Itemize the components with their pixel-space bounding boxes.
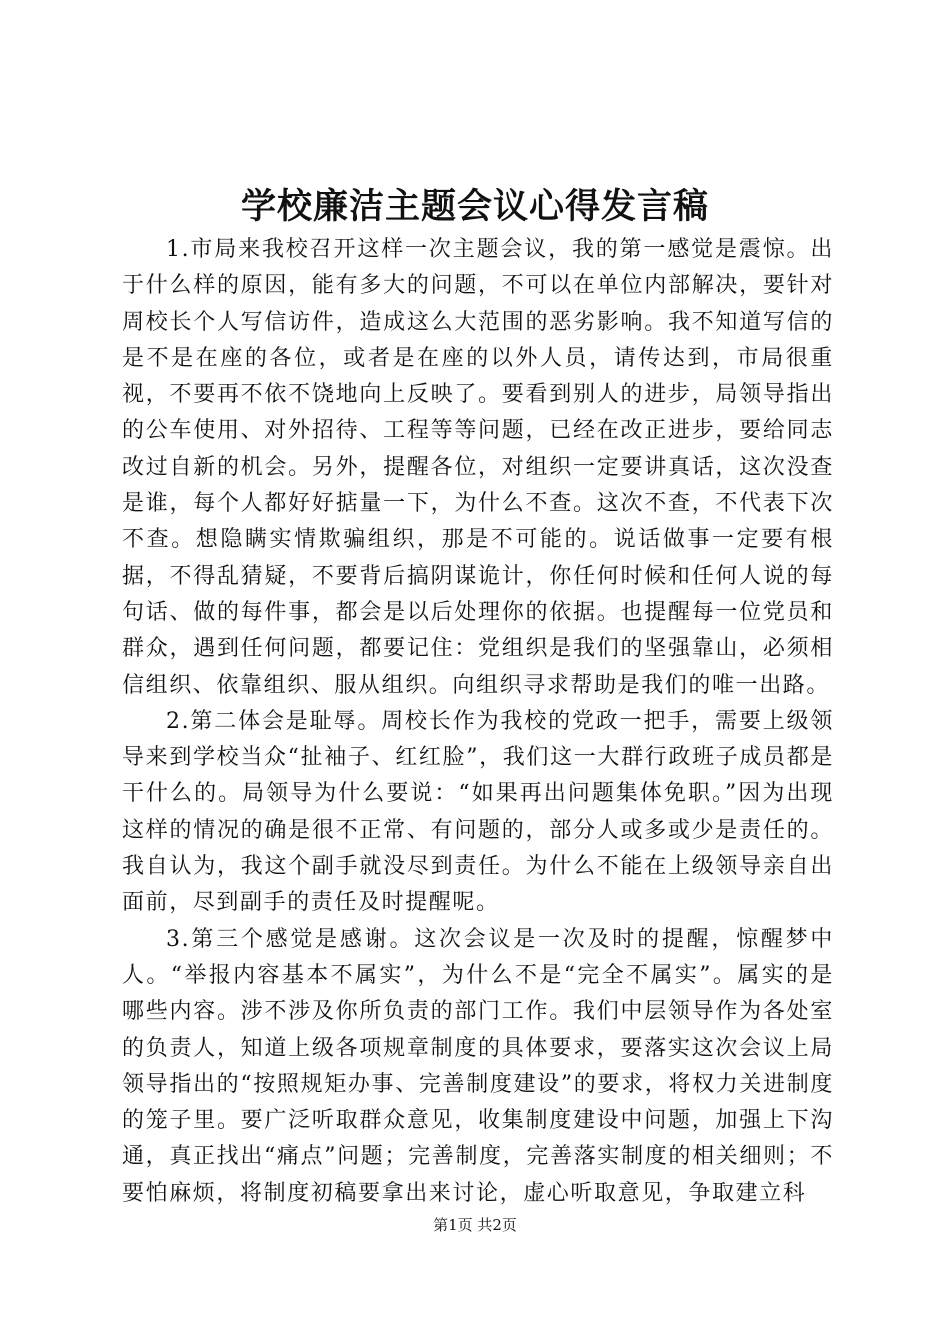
paragraph-2: 2.第二体会是耻辱。周校长作为我校的党政一把手，需要上级领导来到学校当众“扯袖子、红红脸”，我们这一大群行政班子成员都是干什么的。局领导为什么要说：“如果再出问题集体免职。”因为出现这样的情况的确是很不正常、有问题的，部分人或多或少是责任的。我自认为，我这个副手就没尽到责任。为什么不能在上级领导亲自出面前，尽到副手的责任及时提醒呢。 <box>122 708 834 916</box>
paragraph-3: 3.第三个感觉是感谢。这次会议是一次及时的提醒，惊醒梦中人。“举报内容基本不属实”，为什么不是“完全不属实”。属实的是哪些内容。涉不涉及你所负责的部门工作。我们中层领导作为各处室的负责人，知道上级各项规章制度的具体要求，要落实这次会议上局领导指出的“按照规矩办事、完善制度建设”的要求，将权力关进制度的笼子里。要广泛听取群众意见，收集制度建设中问题，加强上下沟通，真正找出“痛点”问题；完善制度，完善落实制度的相关细则；不要怕麻烦，将制度初稿要拿出来讨论，虚心听取意见，争取建立科 <box>122 926 834 1206</box>
document-title: 学校廉洁主题会议心得发言稿 <box>240 186 709 227</box>
paragraph-1: 1.市局来我校召开这样一次主题会议，我的第一感觉是震惊。出于什么样的原因，能有多大的问题，不可以在单位内部解决，要针对周校长个人写信访件，造成这么大范围的恶劣影响。我不知道写信的是不是在座的各位，或者是在座的以外人员，请传达到，市局很重视，不要再不依不饶地向上反映了。要看到别人的进步，局领导指出的公车使用、对外招待、工程等等问题，已经在改正进步，要给同志改过自新的机会。另外，提醒各位，对组织一定要讲真话，这次没查是谁，每个人都好好掂量一下，为什么不查。这次不查，不代表下次不查。想隐瞒实情欺骗组织，那是不可能的。说话做事一定要有根据，不得乱猜疑，不要背后搞阴谋诡计，你任何时候和任何人说的每句话、做的每件事，都会是以后处理你的依据。也提醒每一位党员和群众，遇到任何问题，都要记住：党组织是我们的坚强靠山，必须相信组织、依靠组织、服从组织。向组织寻求帮助是我们的唯一出路。 <box>122 237 834 698</box>
document-body <box>122 232 834 1212</box>
page-number-footer: 第1页 共2页 <box>433 1216 517 1234</box>
